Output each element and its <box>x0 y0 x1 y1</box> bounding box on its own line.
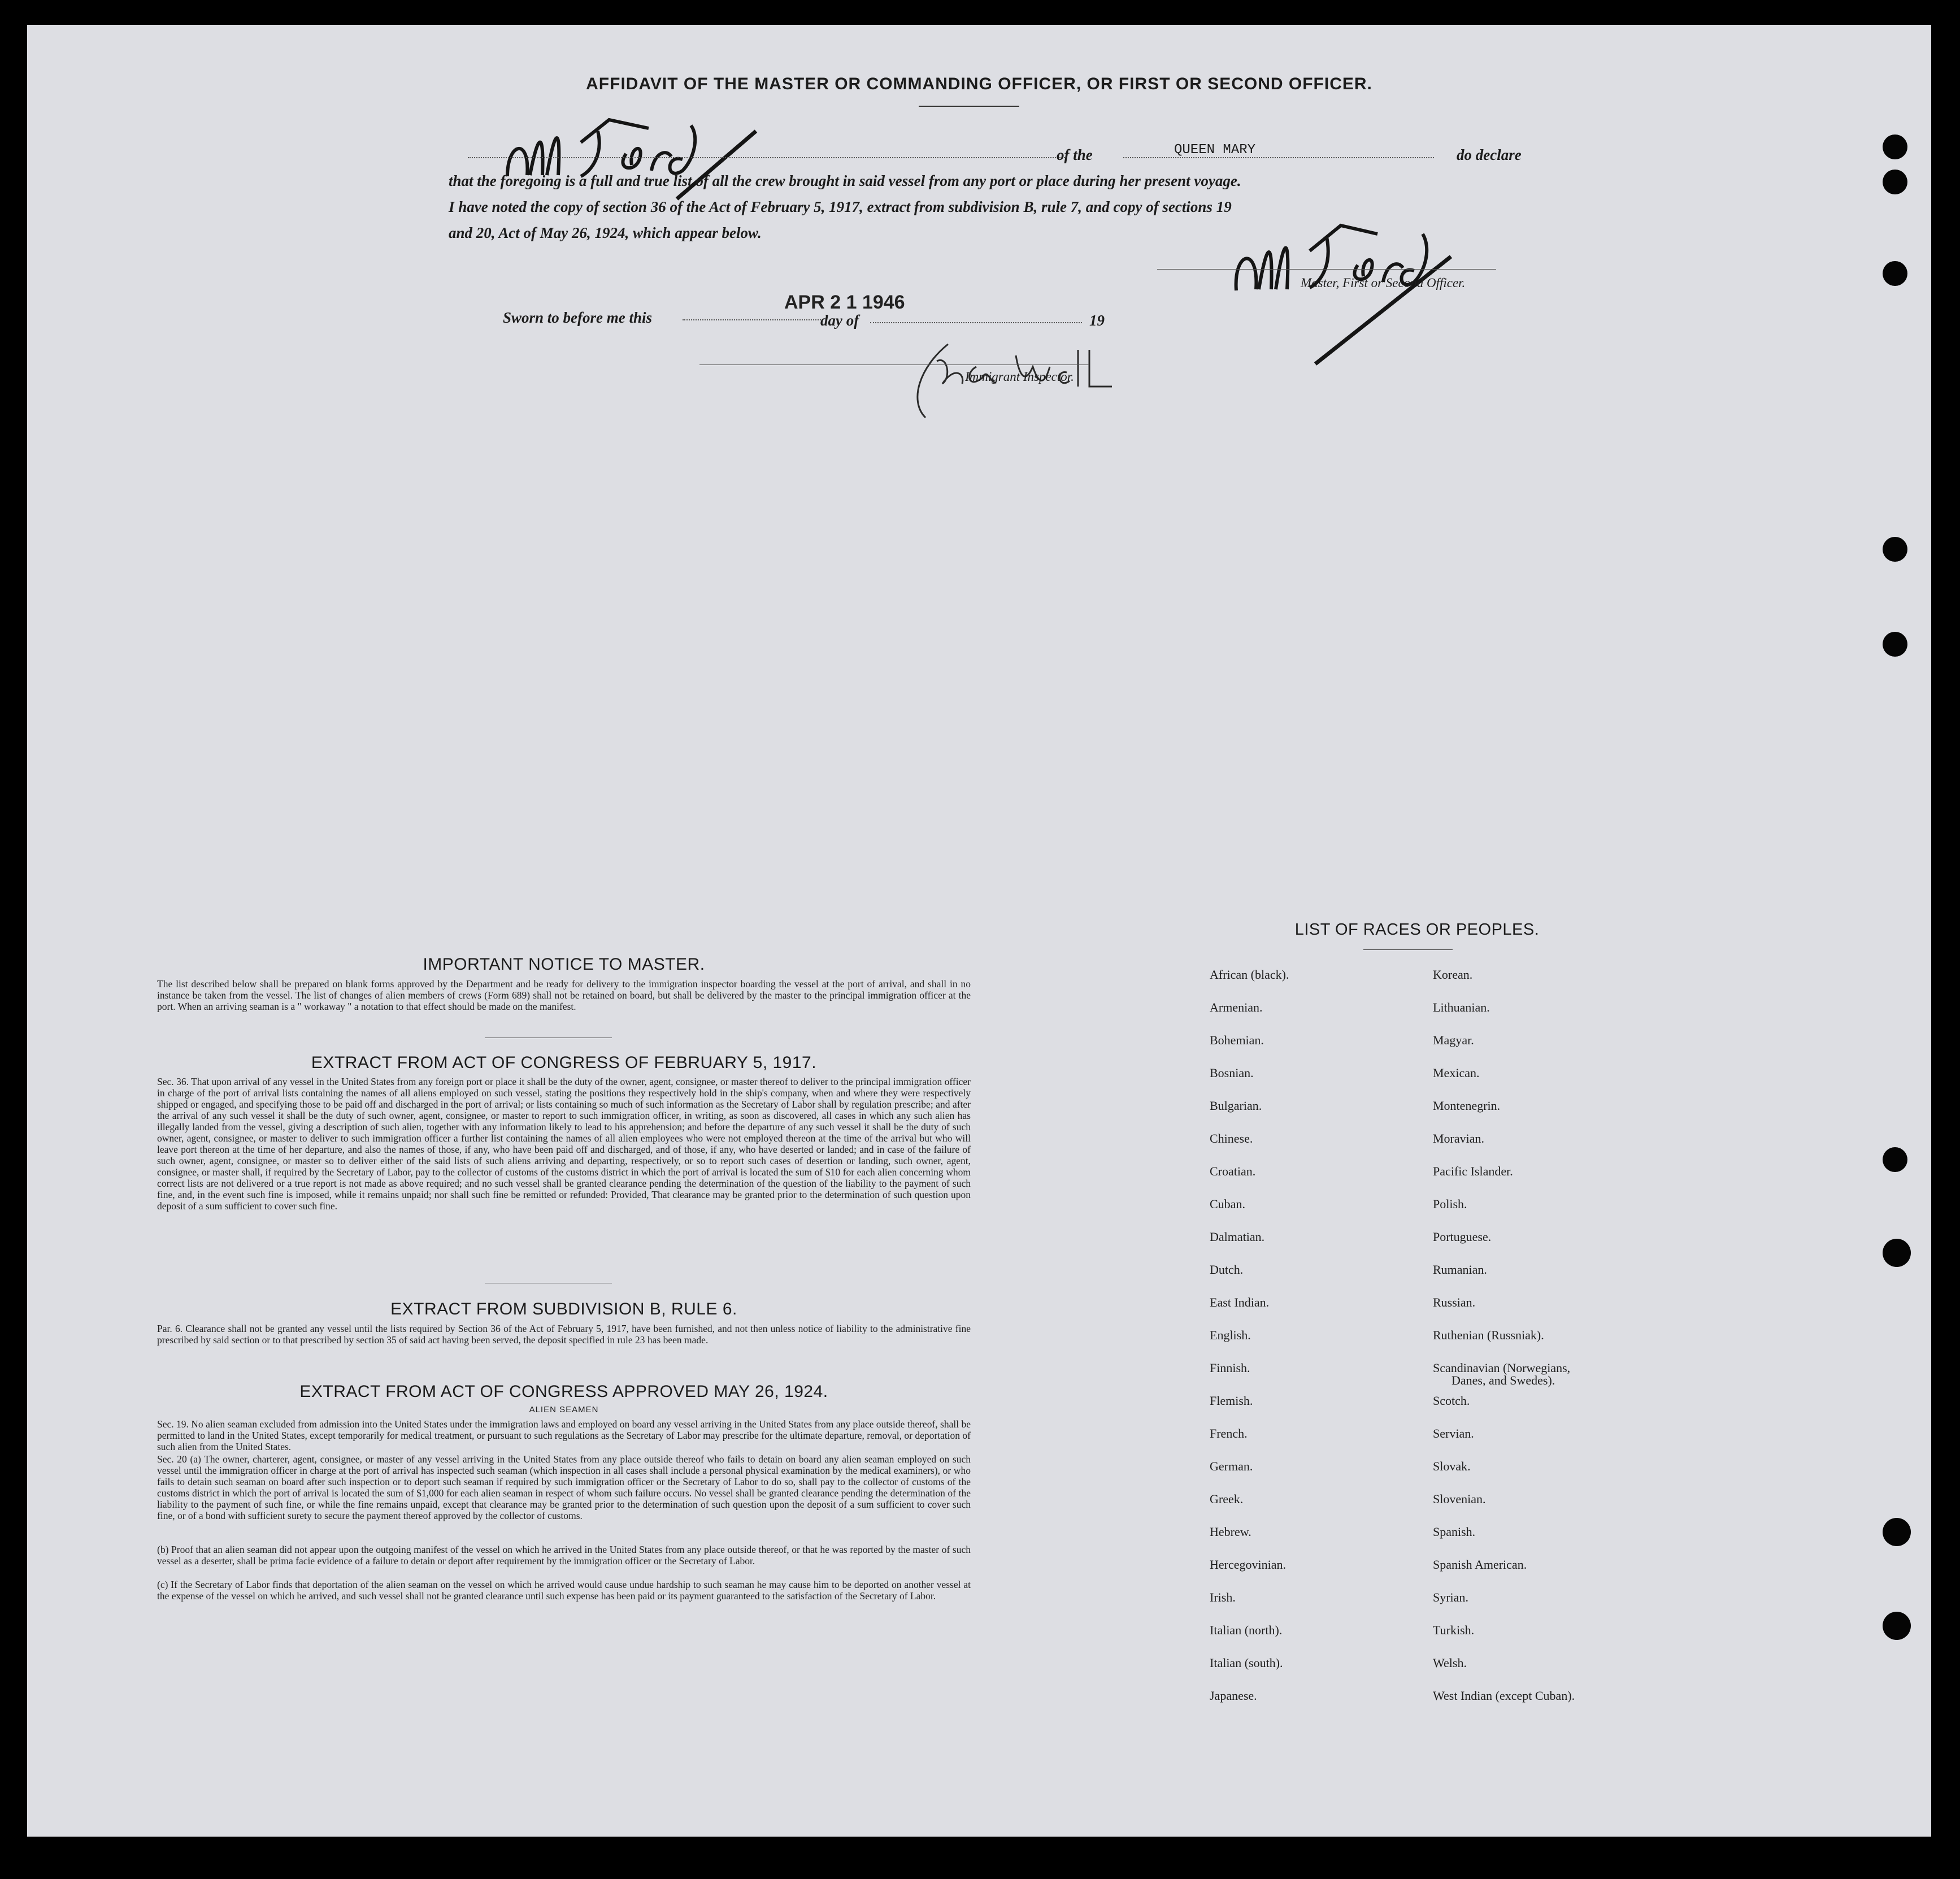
notice-heading: IMPORTANT NOTICE TO MASTER. <box>423 955 705 974</box>
race-item: Greek. <box>1210 1492 1244 1506</box>
race-item: Slovenian. <box>1433 1492 1486 1506</box>
extract-1917-heading: EXTRACT FROM ACT OF CONGRESS OF FEBRUARY 5, 1917. <box>311 1053 817 1072</box>
race-item: Scandinavian (Norwegians, Danes, and Swedes). <box>1433 1361 1571 1387</box>
extract-1924-sec20c: (c) If the Secretary of Labor finds that deportation of the alien seaman on the vessel on which he arrived would cause undue hardship to such seaman he may cause him to be deported on another vessel at the expense of the vessel on which he arrived, and such vessel shall not be granted clearance until such expense has been paid or its payment guaranteed to the satisfaction of the Secretary of Labor. <box>157 1579 971 1602</box>
race-item: Japanese. <box>1210 1689 1257 1703</box>
do-declare-label: do declare <box>1457 146 1522 163</box>
race-item: Rumanian. <box>1433 1262 1487 1277</box>
race-item: African (black). <box>1210 967 1289 982</box>
binder-hole <box>1883 632 1907 657</box>
inspector-signature-line <box>699 364 1089 365</box>
binder-hole <box>1883 261 1907 286</box>
race-item: Pacific Islander. <box>1433 1164 1513 1178</box>
race-item: Bohemian. <box>1210 1033 1264 1047</box>
extract-rule6-heading: EXTRACT FROM SUBDIVISION B, RULE 6. <box>390 1300 737 1318</box>
race-item: Russian. <box>1433 1295 1476 1309</box>
race-item: Italian (south). <box>1210 1656 1283 1670</box>
race-item: Ruthenian (Russniak). <box>1433 1328 1544 1342</box>
races-heading: LIST OF RACES OR PEOPLES. <box>1294 921 1540 939</box>
day-of-label: day of <box>820 312 859 329</box>
inspector-caption: Immigrant Inspector. <box>965 370 1074 384</box>
declaration-line-1: that the foregoing is a full and true list of all the crew brought in said vessel from any port or place during her present voyage. <box>449 172 1241 189</box>
binder-hole <box>1883 1147 1907 1172</box>
declaration-line-2: I have noted the copy of section 36 of the Act of February 5, 1917, extract from subdivision B, rule 7, and copy of sections 19 <box>449 198 1232 215</box>
extract-1924-subheading: ALIEN SEAMEN <box>529 1405 599 1414</box>
extract-1924-sec20a: Sec. 20 (a) The owner, charterer, agent, consignee, or master of any vessel arriving in the United States from any place outside thereof who fails to detain on board any alien seaman employed on such vessel until the immigration officer in charge at the port of arrival has inspected such seaman (which inspection in all cases shall include a personal physical examination by the medical examiners), or who fails to detain such seaman on board after such inspection or to deport such seaman if required by such immigration officer or the Secretary of Labor to do so, shall pay to the collector of customs of the customs district in which the port of arrival is located the sum of $1,000 for each alien seaman in respect of whom such failure occurs. No vessel shall be granted clearance pending the determination of the liability to the payment of such fine, or while the fine remains unpaid, except that clearance may be granted prior to the determination of such question upon the deposit of a sum sufficient to cover such fine, or of a bond with sufficient surety to secure the payment thereof approved by the collector of customs. <box>157 1453 971 1521</box>
declaration-line-3: and 20, Act of May 26, 1924, which appear below. <box>449 224 762 241</box>
notice-paragraph: The list described below shall be prepared on blank forms approved by the Department and be ready for delivery to the immigration inspector boarding the vessel at the port of arrival, and shall in no instance be taken from the vessel. The list of changes of alien members of crews (Form 689) shall not be retained on board, but shall be delivered by the master to the principal immigration officer at the port. When an arriving seaman is a " workaway " a notation to that effect should be made on the manifest. <box>157 978 971 1012</box>
race-item: Flemish. <box>1210 1394 1253 1408</box>
race-item: Mexican. <box>1433 1066 1480 1080</box>
officer-name-line <box>468 157 1067 158</box>
race-item: Portuguese. <box>1433 1230 1492 1244</box>
extract-1924-heading: EXTRACT FROM ACT OF CONGRESS APPROVED MAY 26, 1924. <box>299 1382 828 1401</box>
race-item: Finnish. <box>1210 1361 1250 1375</box>
binder-hole <box>1883 537 1907 562</box>
extract-1924-sec20b: (b) Proof that an alien seaman did not appear upon the outgoing manifest of the vessel on which he arrived in the United States from any place outside thereof, or that he was reported by the master of such vessel as a deserter, shall be prima facie evidence of a failure to detain or deport after requirement by the immigration officer or the Secretary of Labor. <box>157 1544 971 1566</box>
race-item: Scotch. <box>1433 1394 1470 1408</box>
race-item: Croatian. <box>1210 1164 1256 1178</box>
race-item: Montenegrin. <box>1433 1099 1501 1113</box>
race-item: Magyar. <box>1433 1033 1474 1047</box>
race-item: West Indian (except Cuban). <box>1433 1689 1575 1703</box>
of-the-label: of the <box>1057 146 1093 163</box>
race-item: Moravian. <box>1433 1131 1485 1145</box>
race-item: East Indian. <box>1210 1295 1270 1309</box>
binder-hole <box>1883 1239 1911 1267</box>
race-item: Syrian. <box>1433 1590 1468 1604</box>
race-item: Bosnian. <box>1210 1066 1254 1080</box>
race-item: Bulgarian. <box>1210 1099 1262 1113</box>
race-item: Hebrew. <box>1210 1525 1251 1539</box>
vessel-name-line <box>1123 157 1434 158</box>
title-underline <box>919 106 1019 107</box>
race-item: Chinese. <box>1210 1131 1253 1145</box>
extract-1917-paragraph: Sec. 36. That upon arrival of any vessel in the United States from any foreign port or place it shall be the duty of the owner, agent, consignee, or master thereof to deliver to the principal immigration officer in charge of the port of arrival lists containing the names of all aliens employed on such vessel, stating the positions they respectively hold in the ship's company, when and where they were respectively shipped or engaged, and specifying those to be paid off and discharged in the port of arrival; or lists containing so much of such information as the Secretary of Labor shall by regulation prescribe; and after the arrival of any such vessel it shall be the duty of such owner, agent, consignee, or master to report to such immigration officer, in writing, as soon as discovered, all cases in which any such alien has illegally landed from the vessel, giving a description of such alien, together with any information likely to lead to his apprehension; and before the departure of any such vessel it shall be the duty of such owner, agent, consignee, or master to deliver to such immigration officer a further list containing the names of all alien employees who were not employed thereon at the time of the arrival but who will leave port thereon at the time of her departure, and also the names of those, if any, who have been paid off and discharged, and of those, if any, who have deserted or landed; and in case of the failure of such owner, agent, consignee, or master so to deliver either of the said lists of such aliens arriving and departing, respectively, or so to report such cases of desertion or landing, such owner, agent, consignee, or master shall, if required by the Secretary of Labor, pay to the collector of customs of the customs district in which the port of arrival is located the sum of $10 for each alien concerning whom correct lists are not delivered or a true report is not made as above required; and no such vessel shall be granted clearance pending the determination of the question of the liability to the payment of such fine, and, in the event such fine is imposed, while it remains unpaid; nor shall such fine be remitted or refunded: Provided, That clearance may be granted prior to the determination of such question upon deposit of a sum sufficient to cover such fine. <box>157 1076 971 1212</box>
race-item: Slovak. <box>1433 1459 1471 1473</box>
race-item: Dutch. <box>1210 1262 1244 1277</box>
race-item: Armenian. <box>1210 1000 1263 1014</box>
race-item: French. <box>1210 1426 1248 1440</box>
affidavit-title: AFFIDAVIT OF THE MASTER OR COMMANDING OFFICER, OR FIRST OR SECOND OFFICER. <box>586 75 1372 93</box>
binder-hole <box>1883 170 1907 194</box>
document-page <box>27 25 1931 1837</box>
officer-caption: Master, First or Second Officer. <box>1301 276 1466 290</box>
month-line <box>870 322 1082 323</box>
race-item: Italian (north). <box>1210 1623 1283 1637</box>
year-prefix: 19 <box>1089 312 1105 329</box>
vessel-name: QUEEN MARY <box>1174 142 1256 158</box>
race-item: Turkish. <box>1433 1623 1475 1637</box>
race-item: Lithuanian. <box>1433 1000 1490 1014</box>
race-item: Welsh. <box>1433 1656 1467 1670</box>
binder-hole <box>1883 134 1907 159</box>
race-item: Servian. <box>1433 1426 1474 1440</box>
binder-hole <box>1883 1518 1911 1546</box>
officer-signature-line <box>1157 269 1496 270</box>
race-item: Dalmatian. <box>1210 1230 1265 1244</box>
race-item: Spanish American. <box>1433 1557 1527 1572</box>
race-item: Hercegovinian. <box>1210 1557 1286 1572</box>
sworn-label: Sworn to before me this <box>503 309 653 326</box>
binder-hole <box>1883 1612 1911 1640</box>
race-item: Spanish. <box>1433 1525 1476 1539</box>
date-stamp: APR 2 1 1946 <box>784 292 905 313</box>
extract-1924-sec19: Sec. 19. No alien seaman excluded from admission into the United States under the immigration laws and employed on board any vessel arriving in the United States from any place outside thereof, shall be permitted to land in the United States, except temporarily for medical treatment, or pursuant to such regulations as the Secretary of Labor may prescribe for the ultimate departure, removal, or deportation of such alien from the United States. <box>157 1418 971 1452</box>
races-divider <box>1363 949 1453 950</box>
officer-signature-right <box>1225 211 1496 381</box>
race-item: Irish. <box>1210 1590 1236 1604</box>
race-item: Polish. <box>1433 1197 1467 1211</box>
race-item: Cuban. <box>1210 1197 1245 1211</box>
race-item: English. <box>1210 1328 1251 1342</box>
extract-rule6-paragraph: Par. 6. Clearance shall not be granted any vessel until the lists required by Section 36 of the Act of February 5, 1917, have been furnished, and not then unless notice of liability to the administrative fine prescribed by said section or to that prescribed by section 35 of said act having been served, the deposit specified in rule 23 has been made. <box>157 1323 971 1346</box>
sworn-day-line <box>683 319 821 320</box>
race-item: German. <box>1210 1459 1253 1473</box>
race-item: Korean. <box>1433 967 1473 982</box>
